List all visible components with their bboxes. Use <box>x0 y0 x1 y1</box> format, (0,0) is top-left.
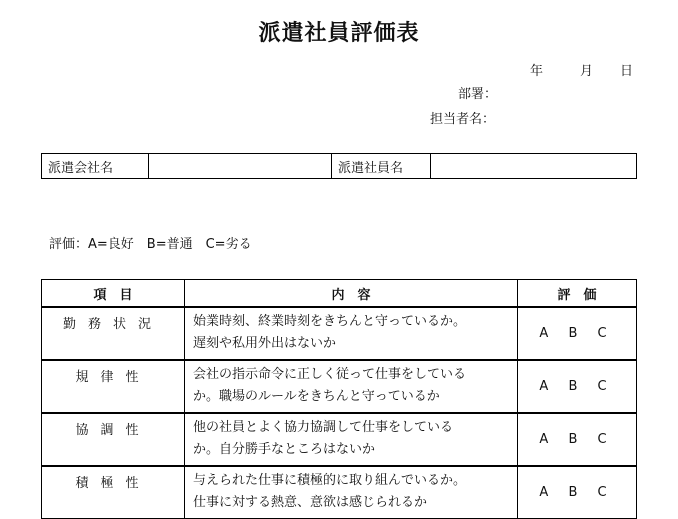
content-line: 他の社員とよく協力協調して仕事をしている <box>193 420 454 435</box>
evaluation-legend: 評価：A=良好 B=普通 C=劣る <box>49 237 252 252</box>
content-line: か。職場のルールをきちんと守っているか <box>193 389 440 404</box>
header-row <box>42 280 637 308</box>
department-label: 部署： <box>458 87 498 102</box>
row-content <box>185 413 518 466</box>
row-content <box>185 466 518 519</box>
employee-label: 派遣社員名 <box>332 154 431 179</box>
row-content <box>185 360 518 413</box>
company-label: 派遣会社名 <box>42 154 149 179</box>
person-in-charge-label: 担当者名： <box>430 112 496 127</box>
employee-field[interactable] <box>431 154 637 179</box>
grade-options[interactable]: A B C <box>518 360 637 413</box>
header-content: 内 容 <box>185 280 518 308</box>
year-label: 年 <box>530 64 544 79</box>
grade-options[interactable]: A B C <box>518 307 637 360</box>
row-item: 協調性 <box>42 413 185 466</box>
table-row <box>42 360 637 413</box>
content-line: 会社の指示命令に正しく従って仕事をしている <box>193 367 467 382</box>
grade-options[interactable]: A B C <box>518 466 637 519</box>
table-row <box>42 413 637 466</box>
company-field[interactable] <box>149 154 332 179</box>
day-label: 日 <box>620 64 634 79</box>
content-line: 仕事に対する熱意、意欲は感じられるか <box>193 495 428 510</box>
table-row <box>42 466 637 519</box>
header-grade: 評 価 <box>518 280 637 308</box>
row-item: 勤務状況 <box>42 307 185 360</box>
info-table <box>41 153 637 179</box>
content-line: か。自分勝手なところはないか <box>193 442 376 457</box>
header-item: 項 目 <box>42 280 185 308</box>
row-content <box>185 307 518 360</box>
row-item: 積極性 <box>42 466 185 519</box>
content-line: 遅刻や私用外出はないか <box>193 336 337 351</box>
content-line: 始業時刻、終業時刻をきちんと守っているか。 <box>193 314 467 329</box>
grade-options[interactable]: A B C <box>518 413 637 466</box>
evaluation-table <box>41 279 637 519</box>
document-title: 派遣社員評価表 <box>258 21 420 46</box>
table-row <box>42 307 637 360</box>
month-label: 月 <box>580 64 594 79</box>
row-item: 規律性 <box>42 360 185 413</box>
content-line: 与えられた仕事に積極的に取り組んでいるか。 <box>193 473 467 488</box>
date-line <box>530 60 633 79</box>
